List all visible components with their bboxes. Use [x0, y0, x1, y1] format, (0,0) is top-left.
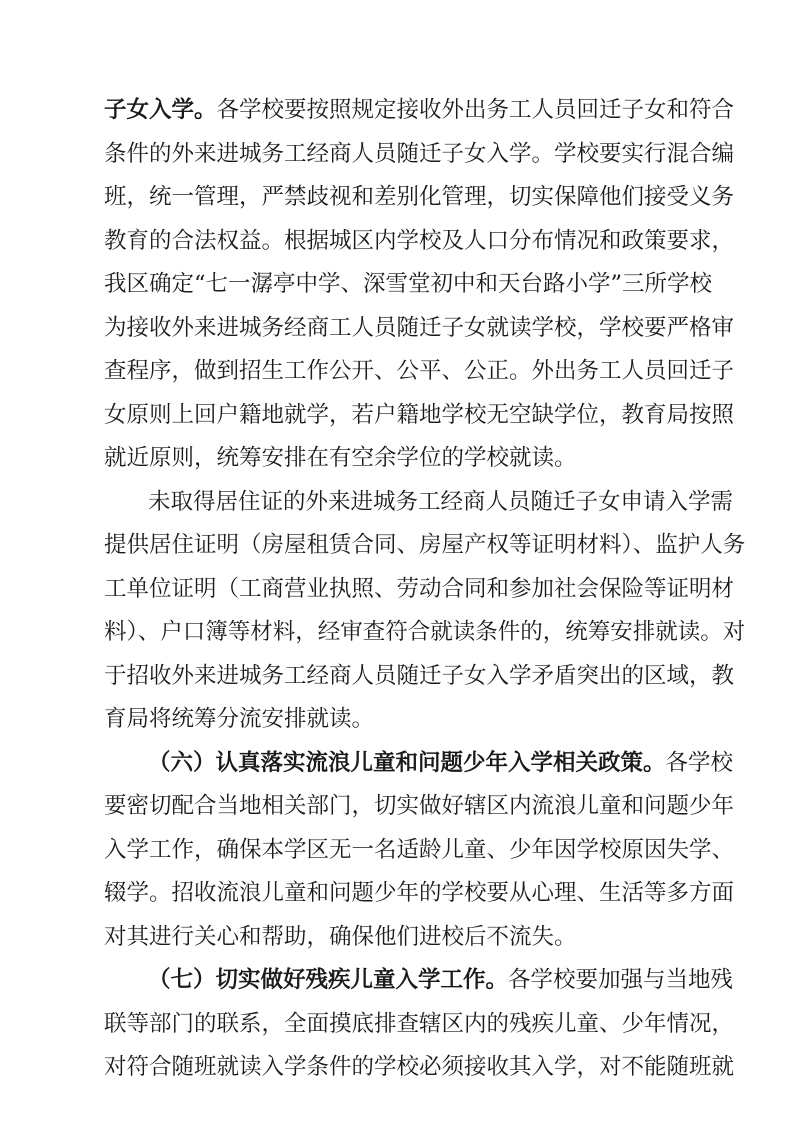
text-line: 工单位证明（工商营业执照、劳动合同和参加社会保险等证明材 — [104, 575, 735, 602]
text-line: 女原则上回户籍地就学，若户籍地学校无空缺学位，教育局按照 — [104, 401, 735, 428]
text-line: 联等部门的联系，全面摸底排查辖区内的残疾儿童、少年情况， — [104, 1010, 735, 1037]
text-line: 我区确定“七一潺亭中学、深雪堂初中和天台路小学”三所学校 — [104, 271, 713, 297]
text-run: 各学校要按照规定接收外出务工人员回迁子女和符合 — [216, 97, 735, 123]
text-line: 育局将统筹分流安排就读。 — [104, 706, 375, 732]
text-line: 为接收外来进城务经商工人员随迁子女就读学校，学校要严格审 — [104, 314, 735, 341]
bold-heading-run: 子女入学。 — [104, 97, 217, 123]
text-line — [148, 961, 734, 999]
text-line: 要密切配合当地相关部门，切实做好辖区内流浪儿童和问题少年 — [104, 793, 735, 819]
text-line: 就近原则，统筹安排在有空余学位的学校就读。 — [104, 445, 577, 471]
text-run: 各学校 — [665, 749, 734, 776]
text-line: 辍学。招收流浪儿童和问题少年的学校要从心理、生活等多方面 — [104, 880, 735, 906]
text-line — [104, 91, 735, 129]
text-line: 入学工作，确保本学区无一名适龄儿童、少年因学校原因失学、 — [104, 836, 735, 863]
text-line: 于招收外来进城务工经商人员随迁子女入学矛盾突出的区域，教 — [104, 662, 735, 689]
text-line: 条件的外来进城务工经商人员随迁子女入学。学校要实行混合编 — [104, 140, 735, 167]
text-line: 查程序，做到招生工作公开、公平、公正。外出务工人员回迁子 — [104, 358, 735, 384]
text-line: 教育的合法权益。根据城区内学校及人口分布情况和政策要求， — [104, 227, 735, 254]
text-line: 对符合随班就读入学条件的学校必须接收其入学，对不能随班就 — [104, 1054, 735, 1080]
text-line: 对其进行关心和帮助，确保他们进校后不流失。 — [104, 923, 577, 950]
text-line — [148, 744, 734, 782]
text-line: 未取得居住证的外来进城务工经商人员随迁子女申请入学需 — [148, 488, 734, 515]
text-line: 提供居住证明（房屋租赁合同、房屋产权等证明材料）、监护人务 — [104, 532, 746, 558]
text-line: 班，统一管理，严禁歧视和差别化管理，切实保障他们接受义务 — [104, 184, 735, 210]
text-run: 各学校要加强与当地残 — [508, 967, 734, 993]
bold-heading-run: （六）认真落实流浪儿童和问题少年入学相关政策。 — [148, 749, 666, 776]
text-line: 料）、户口簿等材料，经审查符合就读条件的，统筹安排就读。对 — [104, 619, 746, 645]
bold-heading-run: （七）切实做好残疾儿童入学工作。 — [148, 967, 509, 993]
